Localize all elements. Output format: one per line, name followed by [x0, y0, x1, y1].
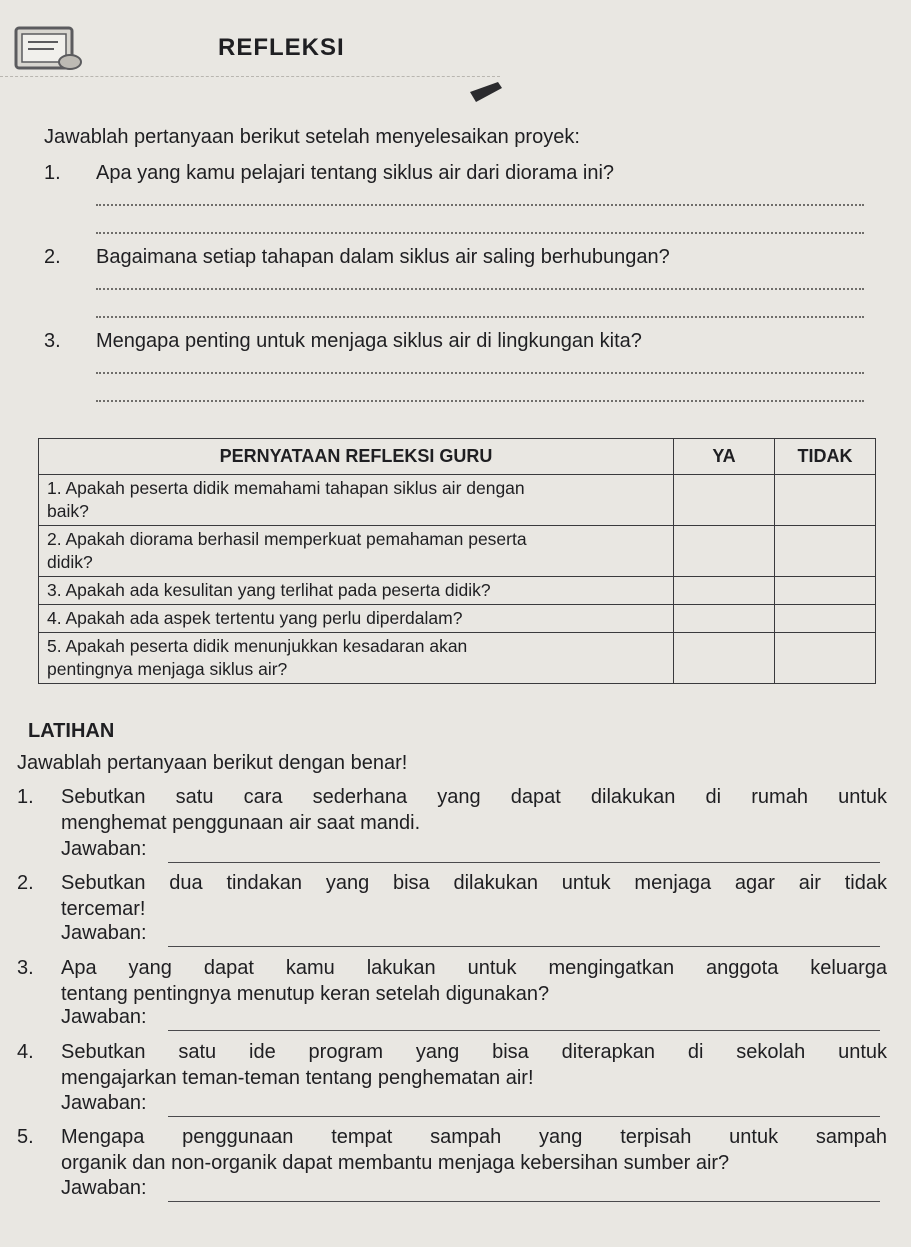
column-header-tidak: TIDAK — [775, 439, 876, 475]
item-number: 4. — [17, 1041, 34, 1063]
question-text: Apa yang kamu pelajari tentang siklus air dari diorama ini? — [96, 162, 615, 184]
item-number: 1. — [17, 786, 34, 808]
statement-cell: 4. Apakah ada aspek tertentu yang perlu diperdalam? — [39, 605, 674, 633]
answer-dotted-line[interactable] — [96, 232, 864, 234]
tidak-checkbox-cell[interactable] — [775, 526, 876, 577]
table-header-row — [39, 439, 876, 475]
item-line: Sebutkan satu cara sederhana yang dapat dilakukan di rumah untuk — [61, 786, 887, 808]
item-line: Mengapa penggunaan tempat sampah yang terpisah untuk sampah — [61, 1126, 887, 1148]
answer-label: Jawaban: — [61, 1006, 147, 1028]
pencil-mark-icon — [468, 78, 504, 106]
ya-checkbox-cell[interactable] — [674, 526, 775, 577]
teacher-reflection-table — [38, 438, 876, 684]
statement-line: 2. Apakah diorama berhasil memperkuat pemahaman peserta — [47, 529, 527, 549]
statement-cell — [39, 475, 674, 526]
item-line: tercemar! — [61, 898, 146, 920]
item-line: Sebutkan satu ide program yang bisa diterapkan di sekolah untuk — [61, 1041, 887, 1063]
column-header-statement: PERNYATAAN REFLEKSI GURU — [39, 439, 674, 475]
item-line: Sebutkan dua tindakan yang bisa dilakukan untuk menjaga agar air tidak — [61, 872, 887, 894]
tidak-checkbox-cell[interactable] — [775, 577, 876, 605]
statement-line: 1. Apakah peserta didik memahami tahapan siklus air dengan — [47, 478, 525, 498]
exercise-title: LATIHAN — [28, 720, 115, 742]
answer-label: Jawaban: — [61, 1092, 147, 1114]
item-line: Apa yang dapat kamu lakukan untuk mengingatkan anggota keluarga — [61, 957, 887, 979]
exercise-item — [17, 1124, 887, 1176]
answer-label: Jawaban: — [61, 838, 147, 860]
answer-label: Jawaban: — [61, 1177, 147, 1199]
tidak-checkbox-cell[interactable] — [775, 633, 876, 684]
exercise-item — [17, 1039, 887, 1091]
question-number: 2. — [44, 246, 61, 268]
reflection-question — [44, 330, 642, 353]
answer-line[interactable] — [168, 1030, 880, 1031]
question-number: 1. — [44, 162, 61, 184]
book-icon — [14, 22, 84, 74]
table-row — [39, 475, 876, 526]
item-number: 3. — [17, 957, 34, 979]
statement-line: didik? — [47, 552, 93, 572]
answer-dotted-line[interactable] — [96, 372, 864, 374]
tidak-checkbox-cell[interactable] — [775, 475, 876, 526]
tidak-checkbox-cell[interactable] — [775, 605, 876, 633]
question-text: Bagaimana setiap tahapan dalam siklus air saling berhubungan? — [96, 246, 670, 268]
reflection-question — [44, 246, 670, 269]
ya-checkbox-cell[interactable] — [674, 577, 775, 605]
exercise-lead: Jawablah pertanyaan berikut dengan benar! — [17, 752, 408, 774]
answer-dotted-line[interactable] — [96, 316, 864, 318]
statement-line: 5. Apakah peserta didik menunjukkan kesadaran akan — [47, 636, 468, 656]
table-row — [39, 633, 876, 684]
statement-line: pentingnya menjaga siklus air? — [47, 659, 288, 679]
reflection-intro: Jawablah pertanyaan berikut setelah menyelesaikan proyek: — [44, 126, 580, 148]
answer-line[interactable] — [168, 862, 880, 863]
ya-checkbox-cell[interactable] — [674, 633, 775, 684]
item-number: 2. — [17, 872, 34, 894]
ya-checkbox-cell[interactable] — [674, 605, 775, 633]
statement-cell — [39, 526, 674, 577]
question-text: Mengapa penting untuk menjaga siklus air di lingkungan kita? — [96, 330, 642, 352]
statement-line: baik? — [47, 501, 89, 521]
exercise-item — [17, 784, 887, 836]
answer-line[interactable] — [168, 1116, 880, 1117]
item-line: organik dan non-organik dapat membantu menjaga kebersihan sumber air? — [61, 1152, 730, 1174]
item-number: 5. — [17, 1126, 34, 1148]
answer-label: Jawaban: — [61, 922, 147, 944]
question-number: 3. — [44, 330, 61, 352]
answer-dotted-line[interactable] — [96, 400, 864, 402]
column-header-ya: YA — [674, 439, 775, 475]
table-row — [39, 526, 876, 577]
table-row — [39, 605, 876, 633]
page-title: REFLEKSI — [218, 34, 345, 61]
exercise-item — [17, 870, 887, 922]
item-line: menghemat penggunaan air saat mandi. — [61, 812, 421, 834]
answer-line[interactable] — [168, 1201, 880, 1202]
answer-dotted-line[interactable] — [96, 204, 864, 206]
table-row — [39, 577, 876, 605]
item-line: tentang pentingnya menutup keran setelah digunakan? — [61, 983, 550, 1005]
item-line: mengajarkan teman-teman tentang penghematan air! — [61, 1067, 534, 1089]
exercise-item — [17, 955, 887, 1007]
statement-cell: 3. Apakah ada kesulitan yang terlihat pada peserta didik? — [39, 577, 674, 605]
reflection-question — [44, 162, 614, 185]
statement-cell — [39, 633, 674, 684]
ya-checkbox-cell[interactable] — [674, 475, 775, 526]
answer-line[interactable] — [168, 946, 880, 947]
answer-dotted-line[interactable] — [96, 288, 864, 290]
